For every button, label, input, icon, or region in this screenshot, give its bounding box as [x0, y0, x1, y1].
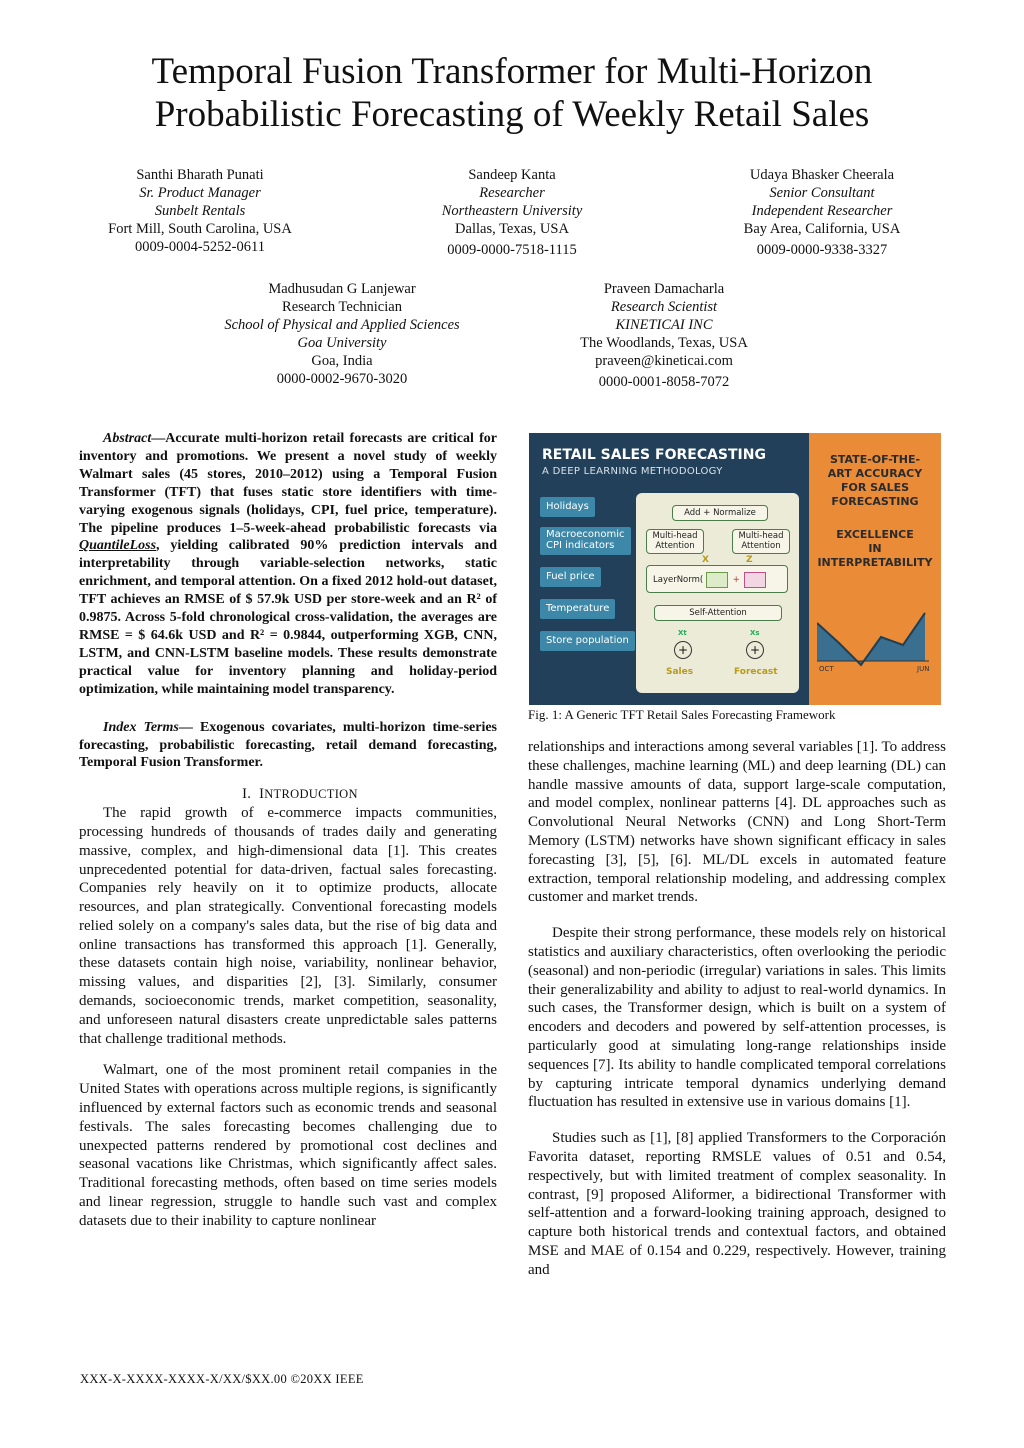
- abstract-text-2: , yielding calibrated 90% prediction intervals and interpretability through variable-selection networks, static enrichment, and temporal attention. On a fixed 2012 hold-out dataset, TFT achieves an RMSE of $ 57.9k USD per store-week and an R² of 0.9875. Across 5-fold chronological cross-validation, the averages are RMSE = $ 64.6k USD and R² = 0.9844, outperforming XGB, CNN, LSTM, and CNN-LSTM baseline models. These results demonstrate practical value for inventory planning and holiday-period optimization, while maintaining model transparency.: [79, 538, 497, 697]
- mha-left-line1: Multi-head: [652, 531, 698, 541]
- author-role: Research Technician: [282, 299, 402, 315]
- author-org-2: Goa University: [297, 335, 387, 351]
- input-fuel-price: Fuel price: [540, 567, 601, 587]
- left-column: [79, 430, 497, 1231]
- author-location: Fort Mill, South Carolina, USA: [108, 221, 292, 237]
- layernorm-label: LayerNorm(: [653, 575, 704, 585]
- author-id: 0009-0000-7518-1115: [447, 242, 577, 258]
- author-org: Independent Researcher: [751, 203, 893, 219]
- author-name: Madhusudan G Lanjewar: [268, 281, 416, 297]
- right-heading: [809, 453, 941, 509]
- section-initial: I: [259, 786, 265, 803]
- author-5: [544, 280, 784, 391]
- xt-label: Xt: [678, 629, 687, 637]
- self-attention-block: Self-Attention: [654, 605, 782, 621]
- author-org: Sunbelt Rentals: [154, 203, 246, 219]
- right-line-1: STATE-OF-THE-: [829, 453, 921, 466]
- intro-paragraph-2: Walmart, one of the most prominent retail companies in the United States with operations across multiple regions, is significantly influenced by external factors such as economic trends and seasonal festivals. The sales forecasting becomes challenging due to unexpected patterns rendered by promotional cost declines and seasonal vacations like Christmas, which significantly affect sales. Traditional forecasting methods, often based on time series models and linear regression, struggle to handle such vast and complex datasets due to their inability to capture nonlinear: [79, 1062, 497, 1229]
- z-label: Z: [746, 555, 753, 565]
- input-temperature: Temperature: [540, 599, 615, 619]
- author-id: 0009-0000-9338-3327: [756, 242, 888, 258]
- title-line-1: Temporal Fusion Transformer for Multi-Horizon: [151, 51, 873, 92]
- author-2: [392, 166, 632, 259]
- figure-left-panel: [529, 433, 809, 705]
- author-name: Udaya Bhasker Cheerala: [749, 167, 895, 183]
- figure-1: [529, 433, 941, 705]
- index-terms: [79, 719, 497, 773]
- author-location: Bay Area, California, USA: [743, 221, 901, 237]
- right-line-7: INTERPRETABILITY: [817, 556, 933, 569]
- author-org: Northeastern University: [441, 203, 583, 219]
- sum-node-left-icon: +: [674, 641, 692, 659]
- mha-block-left: [646, 529, 704, 554]
- input-macroeconomic: [540, 527, 631, 555]
- right-paragraph-1: relationships and interactions among several variables [1]. To address these challenges, machine learning (ML) and deep learning (DL) can handle massive amounts of data, support large-scale computation, and model complex, nonlinear patterns [4]. DL approaches such as Convolutional Neural Networks (CNN) and Long Short-Term Memory (LSTM) networks have shown significant efficacy in sales forecasting [3], [5], [6]. ML/DL excels in automated feature extraction, temporal relationship modeling, and addressing complex customer and market trends.: [528, 739, 946, 906]
- input-store-population: Store population: [540, 631, 635, 651]
- abstract-quantileloss: QuantileLoss: [79, 538, 157, 554]
- mha-block-right: [732, 529, 790, 554]
- footer-copyright: XXX-X-XXXX-XXXX-X/XX/$XX.00 ©20XX IEEE: [80, 1372, 364, 1386]
- section-number: I.: [242, 786, 252, 803]
- axis-end-label: JUN: [917, 665, 930, 673]
- author-role: Sr. Product Manager: [139, 185, 261, 201]
- author-1: [80, 166, 320, 256]
- right-line-6: IN: [868, 542, 882, 555]
- right-line-3: FOR SALES: [840, 481, 910, 494]
- architecture-panel: [636, 493, 799, 693]
- xs-label: Xs: [750, 629, 760, 637]
- right-subheading: [809, 528, 941, 570]
- author-location: Goa, India: [311, 353, 373, 369]
- author-4: [212, 280, 472, 388]
- mha-left-line2: Attention: [655, 541, 695, 551]
- author-role: Senior Consultant: [769, 185, 875, 201]
- index-terms-lead: Index Terms: [103, 719, 179, 735]
- intro-paragraph-1: The rapid growth of e-commerce impacts communities, processing hundreds of thousands of trades daily and generating massive, complex, and high-dimensional data [1]. This creates unprecedented potential for data-driven, factual sales forecasting. Companies rely heavily on it to optimize products, allocate resources, and plan strategically. Conventional forecasting models relied solely on a company's sales data, but the rise of big data and online transactions has transformed this approach [1]. Generally, these datasets contain high noise, variability, nonlinear behavior, missing values, and disparities [2], [3]. Similarly, consumer demands, socioeconomic trends, market competition, seasonality, and unforeseen natural disasters create unpredictable sales patterns that challenge traditional methods.: [79, 805, 497, 1047]
- title-line-2: Probabilistic Forecasting of Weekly Retail Sales: [154, 94, 870, 135]
- x-grid-icon: [706, 572, 728, 588]
- figure-caption: Fig. 1: A Generic TFT Retail Sales Forecasting Framework: [528, 707, 836, 722]
- author-org: School of Physical and Applied Sciences: [224, 317, 460, 333]
- author-role: Research Scientist: [610, 299, 718, 315]
- sales-label: Sales: [666, 667, 694, 677]
- author-name: Praveen Damacharla: [603, 281, 725, 297]
- author-email[interactable]: praveen@kineticai.com: [595, 353, 733, 369]
- right-line-2: ART ACCURACY: [827, 467, 923, 480]
- author-org: KINETICAI INC: [615, 317, 713, 333]
- author-id: 0000-0001-8058-7072: [598, 374, 730, 390]
- plus-icon: +: [732, 575, 740, 585]
- abstract: [79, 430, 497, 699]
- right-column: [528, 738, 946, 1280]
- abstract-lead: Abstract: [103, 431, 152, 446]
- right-paragraph-2: Despite their strong performance, these models rely on historical statistics and auxiliary characteristics, often overlooking the periodic (seasonal) and non-periodic (irregular) variations in sales. This limits their generalizability and ability to adjust to real-world dynamics. In such cases, the Transformer design, which is built on a system of encoders and decoders and powered by self-attention processes, is particularly good at simulating long-range relationships inside sequences [7]. Its ability to handle complicated temporal correlations by capturing intricate temporal dynamics underlying demand fluctuation has resulted in extensive use in various domains [1].: [528, 925, 946, 1111]
- abstract-text-1: —Accurate multi-horizon retail forecasts are critical for inventory and promotions. We present a novel study of weekly Walmart sales (45 stores, 2010–2012) using a Temporal Fusion Transformer (TFT) that fuses static store identifiers with time-varying exogenous signals (holidays, CPI, fuel price, temperature). The pipeline produces 1–5-week-ahead probabilistic forecasts via: [79, 431, 497, 536]
- author-id: 0000-0002-9670-3020: [276, 371, 408, 387]
- index-terms-text: — Exogenous covariates, multi-horizon time-series forecasting, probabilistic forecasting, retail demand forecasting, Temporal Fusion Transformer.: [79, 719, 497, 771]
- author-role: Researcher: [479, 185, 545, 201]
- add-normalize-block: Add + Normalize: [672, 505, 768, 521]
- right-line-5: EXCELLENCE: [836, 528, 914, 541]
- author-id: 0009-0004-5252-0611: [135, 239, 265, 255]
- layernorm-block: [646, 565, 788, 593]
- right-paragraph-3: Studies such as [1], [8] applied Transformers to the Corporación Favorita dataset, reporting RMSLE values of 0.51 and 0.54, respectively, but with limited treatment of complex seasonality. In contrast, [9] proposed Aliformer, a bidirectional Transformer with self-attention and a forward-looking training approach, designed to capture both historical trends and contextual factors, and obtained MSE and MAE of 0.154 and 0.229, respectively. However, training and: [528, 1130, 946, 1278]
- forecast-label: Forecast: [734, 667, 778, 677]
- mha-right-line2: Attention: [741, 541, 781, 551]
- author-location: The Woodlands, Texas, USA: [580, 335, 748, 351]
- axis-start-label: OCT: [819, 665, 834, 673]
- section-heading-introduction: [79, 785, 497, 804]
- figure-subtitle: A DEEP LEARNING METHODOLOGY: [542, 466, 723, 477]
- input-macro-line2: CPI indicators: [546, 540, 615, 551]
- author-name: Santhi Bharath Punati: [136, 167, 264, 183]
- input-macro-line1: Macroeconomic: [546, 529, 625, 540]
- author-location: Dallas, Texas, USA: [455, 221, 569, 237]
- author-3: [702, 166, 942, 259]
- figure-title: RETAIL SALES FORECASTING: [542, 447, 766, 463]
- sum-node-right-icon: +: [746, 641, 764, 659]
- right-line-4: FORECASTING: [831, 495, 919, 508]
- x-label: X: [702, 555, 709, 565]
- section-rest: NTRODUCTION: [264, 787, 358, 802]
- input-holidays: Holidays: [540, 497, 595, 517]
- figure-right-panel: [809, 433, 941, 705]
- paper-title: [60, 50, 964, 136]
- mha-right-line1: Multi-head: [738, 531, 784, 541]
- author-name: Sandeep Kanta: [468, 167, 556, 183]
- z-grid-icon: [744, 572, 766, 588]
